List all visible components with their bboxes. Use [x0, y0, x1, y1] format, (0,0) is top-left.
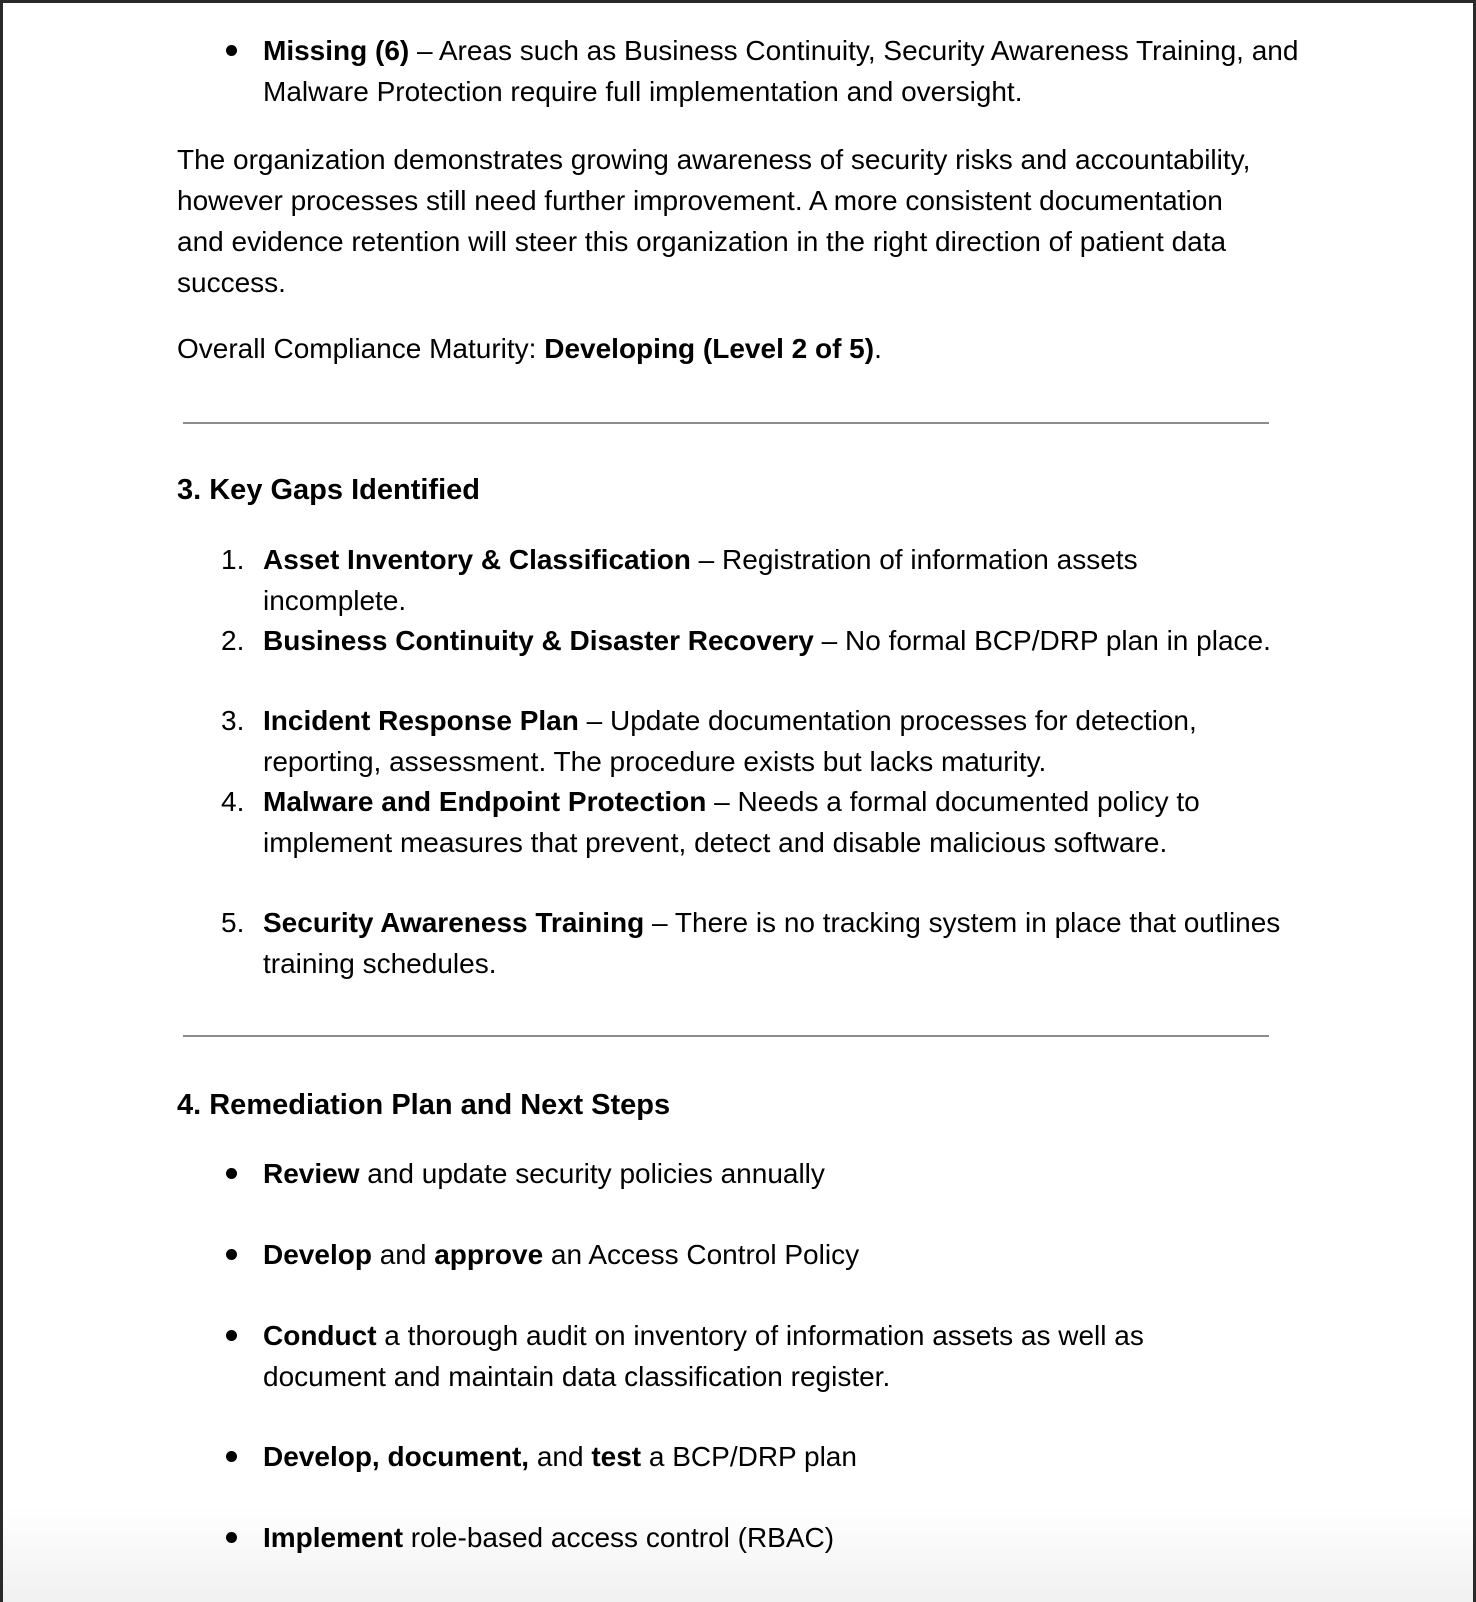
gap-item-text — [263, 539, 1253, 621]
remediation-action: Implement — [263, 1522, 404, 1553]
list-number: 4. — [221, 786, 245, 817]
bullet-icon — [216, 30, 246, 71]
list-number: 5. — [221, 907, 245, 938]
maturity-value: Developing (Level 2 of 5) — [544, 333, 875, 364]
remediation-action: Conduct — [263, 1320, 377, 1351]
remediation-item-text — [263, 1153, 1303, 1194]
gap-item-text — [263, 781, 1283, 863]
gap-item-text — [263, 902, 1293, 984]
section-divider — [183, 422, 1269, 424]
section-heading-key-gaps: 3. Key Gaps Identified — [177, 474, 480, 506]
remediation-detail: an Access Control Policy — [543, 1239, 860, 1270]
remediation-action: Review — [263, 1158, 360, 1189]
bullet-icon — [216, 1153, 246, 1194]
bullet-icon — [216, 1315, 246, 1356]
remediation-detail: and — [371, 1239, 435, 1270]
remediation-action: approve — [434, 1239, 544, 1270]
document-page — [3, 3, 1473, 1602]
maturity-suffix: . — [874, 333, 882, 364]
gap-item-description: – Needs a formal documented policy to implement measures that prevent, detect and disable malicious software. — [263, 786, 1200, 858]
remediation-item-text — [263, 1315, 1253, 1397]
gap-item-title: Asset Inventory & Classification — [263, 544, 691, 575]
gap-item-title: Incident Response Plan — [263, 705, 579, 736]
gap-item-description: – Update documentation processes for detection, reporting, assessment. The procedure exists but lacks maturity. — [263, 705, 1197, 777]
remediation-item-text — [263, 1234, 1303, 1275]
gap-item-text — [263, 620, 1293, 661]
remediation-detail: a BCP/DRP plan — [641, 1441, 857, 1472]
remediation-action: Develop — [263, 1239, 372, 1270]
section-divider — [183, 1035, 1269, 1037]
list-item-description: – Areas such as Business Continuity, Security Awareness Training, and Malware Protection require full implementation and oversight. — [263, 35, 1299, 107]
bullet-icon — [216, 1234, 246, 1275]
list-number: 3. — [221, 705, 245, 736]
bullet-icon — [216, 1517, 246, 1558]
remediation-item-text — [263, 1517, 1303, 1558]
maturity-label: Overall Compliance Maturity: — [177, 333, 545, 364]
list-item-label: Missing (6) — [263, 35, 410, 66]
remediation-detail: role-based access control (RBAC) — [403, 1522, 835, 1553]
remediation-action: test — [591, 1441, 642, 1472]
remediation-detail: and update security policies annually — [359, 1158, 825, 1189]
list-item-text — [263, 30, 1303, 112]
summary-paragraph: The organization demonstrates growing awareness of security risks and accountability, however processes still need further improvement. A more consistent documentation and evidence retention will steer this organization in the right direction of patient data success. — [177, 144, 1251, 298]
maturity-line — [177, 328, 1287, 369]
remediation-item-text — [263, 1436, 1303, 1477]
list-number: 2. — [221, 625, 245, 656]
remediation-action: Develop, document, — [263, 1441, 530, 1472]
gap-item-description: – No formal BCP/DRP plan in place. — [813, 625, 1271, 656]
gap-item-title: Business Continuity & Disaster Recovery — [263, 625, 814, 656]
gap-item-title: Malware and Endpoint Protection — [263, 786, 707, 817]
gap-item-title: Security Awareness Training — [263, 907, 645, 938]
remediation-detail: and — [529, 1441, 592, 1472]
remediation-detail: a thorough audit on inventory of information assets as well as document and maintain data classification register. — [263, 1320, 1144, 1392]
bullet-icon — [216, 1436, 246, 1477]
gap-item-text — [263, 700, 1293, 782]
section-heading-remediation: 4. Remediation Plan and Next Steps — [177, 1089, 671, 1121]
gap-item-description: – Registration of information assets incomplete. — [263, 544, 1138, 616]
list-number: 1. — [221, 544, 245, 575]
gap-item-description: – There is no tracking system in place that outlines training schedules. — [263, 907, 1281, 979]
